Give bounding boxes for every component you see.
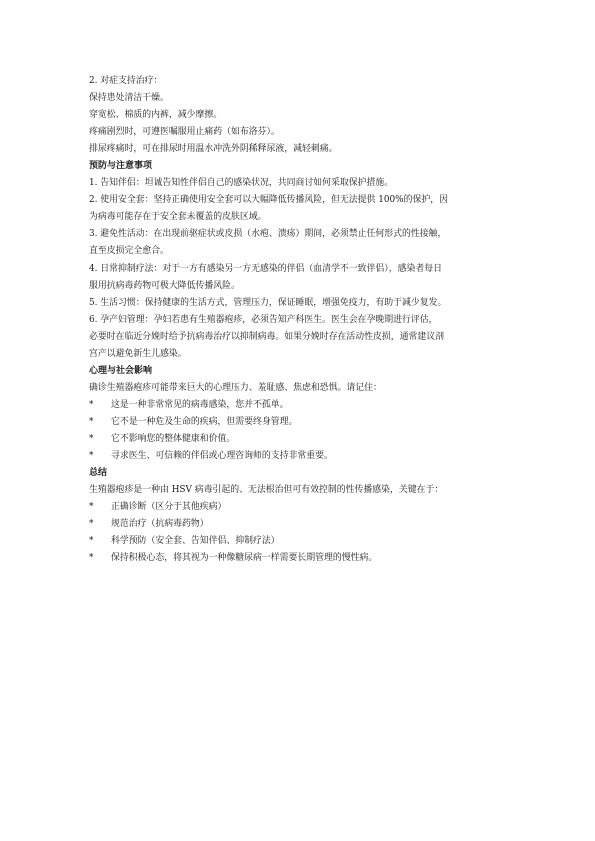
summary-heading: 总结	[89, 468, 108, 479]
treatment-item: 排尿疼痛时，可在排尿时用温水冲洗外阴稀释尿液，减轻刺痛。	[89, 144, 338, 155]
bullet-mark: *	[89, 451, 94, 462]
list-item	[89, 414, 519, 431]
document-body	[89, 73, 519, 567]
treatment-item: 保持患处清洁干燥。	[89, 93, 169, 104]
treatment-item: 疼痛剧烈时，可遵医嘱服用止痛药（如布洛芬）。	[89, 127, 280, 138]
prevention-item-3: 3. 避免性活动：在出现前驱症状或皮损（水疱、溃疡）期间，必须禁止任何形式的性接触，	[89, 229, 447, 240]
prevention-item-6-cont: 必要时在临近分娩时给予抗病毒治疗以抑制病毒。如果分娩时存在活动性皮损，通常建议剖	[89, 331, 444, 342]
list-item-text: 科学预防（安全套、告知伴侣、抑制疗法）	[111, 536, 280, 547]
prevention-item-6-cont: 宫产以避免新生儿感染。	[89, 348, 187, 359]
prevention-item-4-cont: 服用抗病毒药物可极大降低传播风险。	[89, 280, 240, 291]
list-item-text: 保持积极心态，将其视为一种像糖尿病一样需要长期管理的慢性病。	[111, 553, 378, 564]
prevention-item-2-cont: 为病毒可能存在于安全套未覆盖的皮肤区域。	[89, 212, 267, 223]
list-item-text: 寻求医生、可信赖的伴侣或心理咨询师的支持非常重要。	[111, 451, 333, 462]
list-item	[89, 499, 519, 516]
list-item	[89, 516, 519, 533]
list-item-text: 这是一种非常常见的病毒感染，您并不孤单。	[111, 399, 289, 410]
bullet-mark: *	[89, 399, 94, 410]
prevention-item-6: 6. 孕产妇管理：孕妇若患有生殖器疱疹，必须告知产科医生。医生会在孕晚期进行评估，	[89, 314, 438, 325]
list-item-text: 规范治疗（抗病毒药物）	[111, 519, 209, 530]
prevention-item-2: 2. 使用安全套：坚持正确使用安全套可以大幅降低传播风险，但无法提供 100%的保护，因	[89, 195, 448, 206]
list-item	[89, 550, 519, 567]
list-item	[89, 397, 519, 414]
list-item-text: 它不是一种危及生命的疾病，但需要终身管理。	[111, 416, 298, 427]
bullet-mark: *	[89, 416, 94, 427]
summary-intro: 生殖器疱疹是一种由 HSV 病毒引起的、无法根治但可有效控制的性传播感染，关键在于：	[89, 485, 444, 496]
prevention-heading: 预防与注意事项	[89, 161, 153, 172]
bullet-mark: *	[89, 502, 94, 513]
psych-intro: 确诊生殖器疱疹可能带来巨大的心理压力、羞耻感、焦虑和恐惧。请记住：	[89, 382, 382, 393]
bullet-mark: *	[89, 433, 94, 444]
list-item	[89, 431, 519, 448]
treatment-item: 穿宽松、棉质的内裤，减少摩擦。	[89, 110, 223, 121]
prevention-item-4: 4. 日常抑制疗法：对于一方有感染另一方无感染的伴侣（血清学不一致伴侣），感染者每日	[89, 263, 442, 274]
list-item	[89, 533, 519, 550]
bullet-mark: *	[89, 553, 94, 564]
psych-heading: 心理与社会影响	[89, 365, 153, 376]
prevention-item-1: 1. 告知伴侣：坦诚告知性伴侣自己的感染状况，共同商讨如何采取保护措施。	[89, 178, 394, 189]
list-item-text: 正确诊断（区分于其他疾病）	[111, 502, 227, 513]
list-item-text: 它不影响您的整体健康和价值。	[111, 433, 236, 444]
prevention-item-5: 5. 生活习惯：保持健康的生活方式，管理压力，保证睡眠，增强免疫力，有助于减少复发。	[89, 297, 447, 308]
treatment-title: 2. 对症支持治疗：	[89, 76, 163, 86]
list-item	[89, 448, 519, 465]
bullet-mark: *	[89, 536, 94, 547]
bullet-mark: *	[89, 519, 94, 530]
prevention-item-3-cont: 直至皮损完全愈合。	[89, 246, 169, 257]
